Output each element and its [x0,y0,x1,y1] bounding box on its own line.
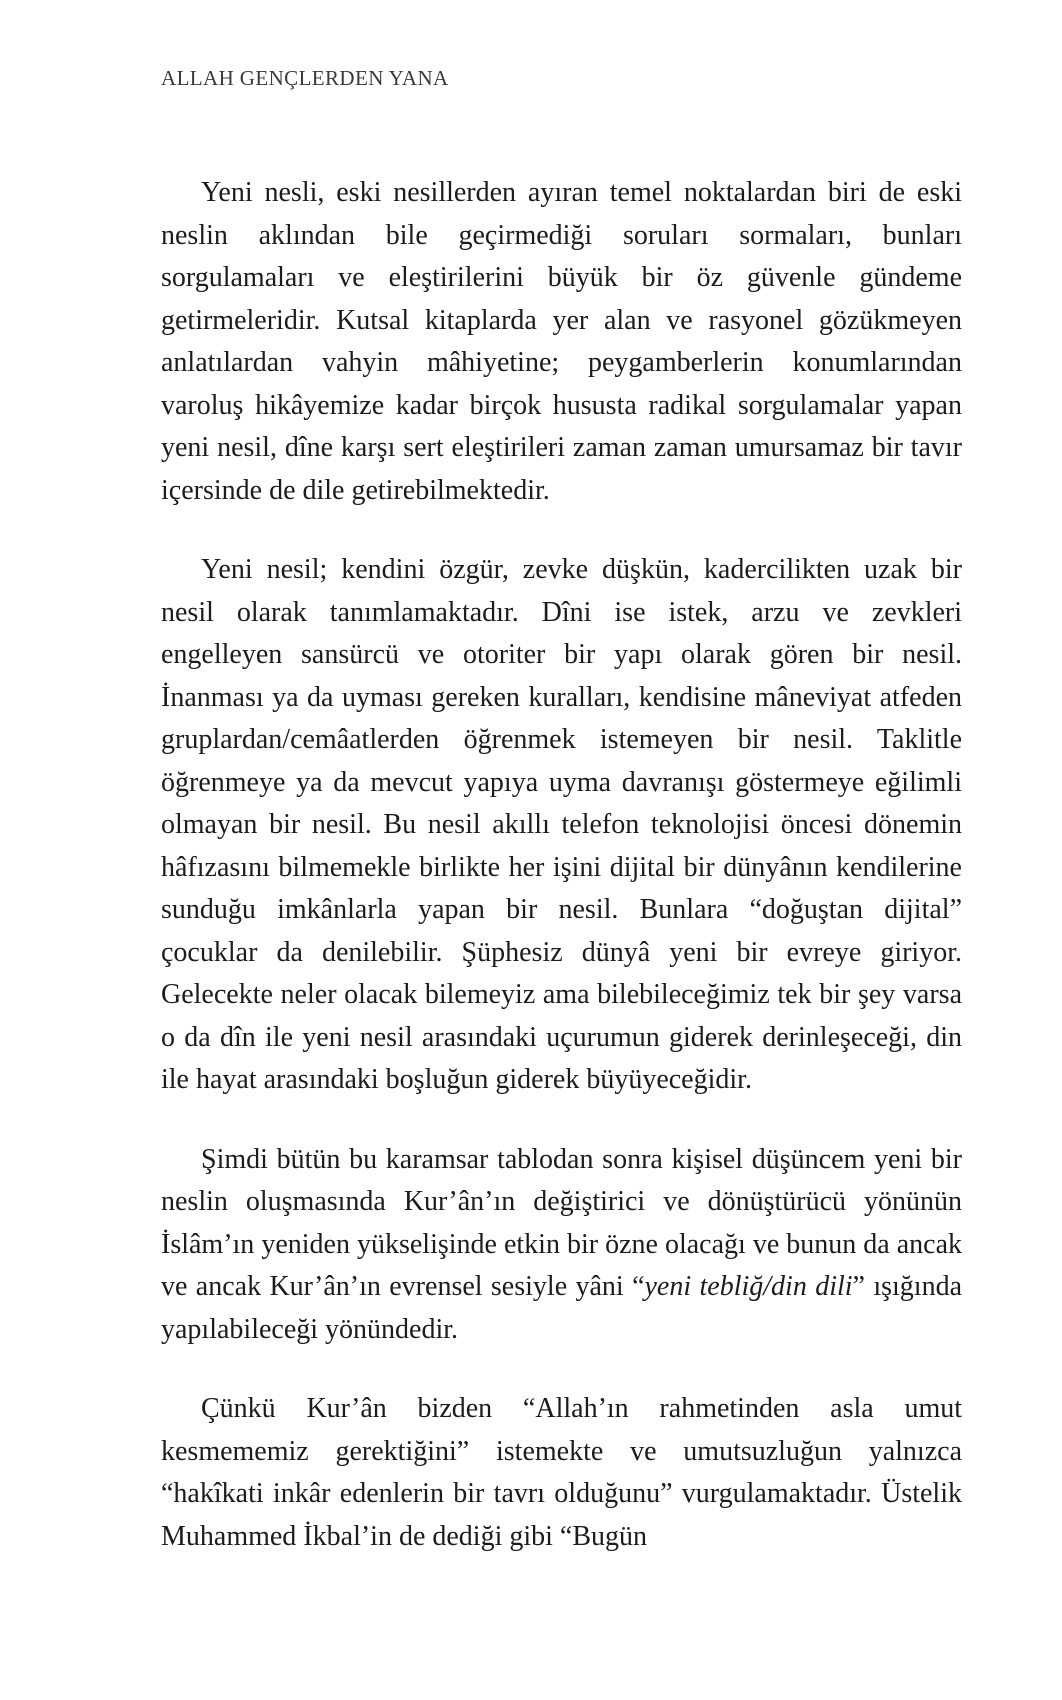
paragraph-3-text-after: ” ışığında yapılabileceği yönündedir. [161,1271,963,1345]
paragraph-3 [161,1139,962,1352]
body-text [161,172,962,1595]
paragraph-2: Yeni nesil; kendini özgür, zevke düşkün, kadercilikten uzak bir nesil olarak tanımlamaktadır. Dîni ise istek, arzu ve zevkleri engelleyen sansürcü ve otoriter bir yapı olarak gören bir nesil. İnanması ya da uyması gereken kuralları, kendisine mâneviyat atfeden gruplardan/cemâatlerden öğrenmek istemeyen bir nesil. Taklitle öğrenmeye ya da mevcut yapıya uyma davranışı göstermeye eğilimli olmayan bir nesil. Bu nesil akıllı telefon teknolojisi öncesi dönemin hâfızasını bilmemekle birlikte her işini dijital bir dünyânın kendilerine sunduğu imkânlarla yapan bir nesil. Bunlara “doğuştan dijital” çocuklar da denilebilir. Şüphesiz dünyâ yeni bir evreye giriyor. Gelecekte neler olacak bilemeyiz ama bilebileceğimiz tek bir şey varsa o da dîn ile yeni nesil arasındaki uçurumun giderek derinleşeceği, din ile hayat arasındaki boşluğun giderek büyüyeceğidir. [161,554,962,1095]
paragraph-4: Çünkü Kur’ân bizden “Allah’ın rahmetinden asla umut kesmememiz gerektiğini” istemekte ve umutsuzluğun yalnızca “hakîkati inkâr edenlerin bir tavrı olduğunu” vurgulamaktadır. Üstelik Muhammed İkbal’in de dediği gibi “Bugün [161,1393,962,1552]
paragraph-1: Yeni nesli, eski nesillerden ayıran temel noktalardan biri de eski neslin aklından bile geçirmediği soruları sormaları, bunları sorgulamaları ve eleştirilerini büyük bir öz güvenle gündeme getirmeleridir. Kutsal kitaplarda yer alan ve rasyonel gözükmeyen anlatılardan vahyin mâhiyetine; peygamberlerin konumlarından varoluş hikâyemize kadar birçok hususta radikal sorgulamalar yapan yeni nesil, dîne karşı sert eleştirileri zaman zaman umursamaz bir tavır içersinde de dile getirebilmektedir. [161,177,962,506]
running-header: ALLAH GENÇLERDEN YANA [161,66,449,90]
paragraph-3-text-before: Şimdi bütün bu karamsar tablodan sonra kişisel düşüncem yeni bir neslin oluşmasında Kur’ân’ın değiştirici ve dönüştürücü yönünün İslâm’ın yeniden yükselişinde etkin bir özne olacağı ve bunun da ancak ve ancak Kur’ân’ın evrensel sesiyle yâni “ [161,1143,962,1302]
italic-phrase: yeni tebliğ/din dili [644,1271,853,1302]
